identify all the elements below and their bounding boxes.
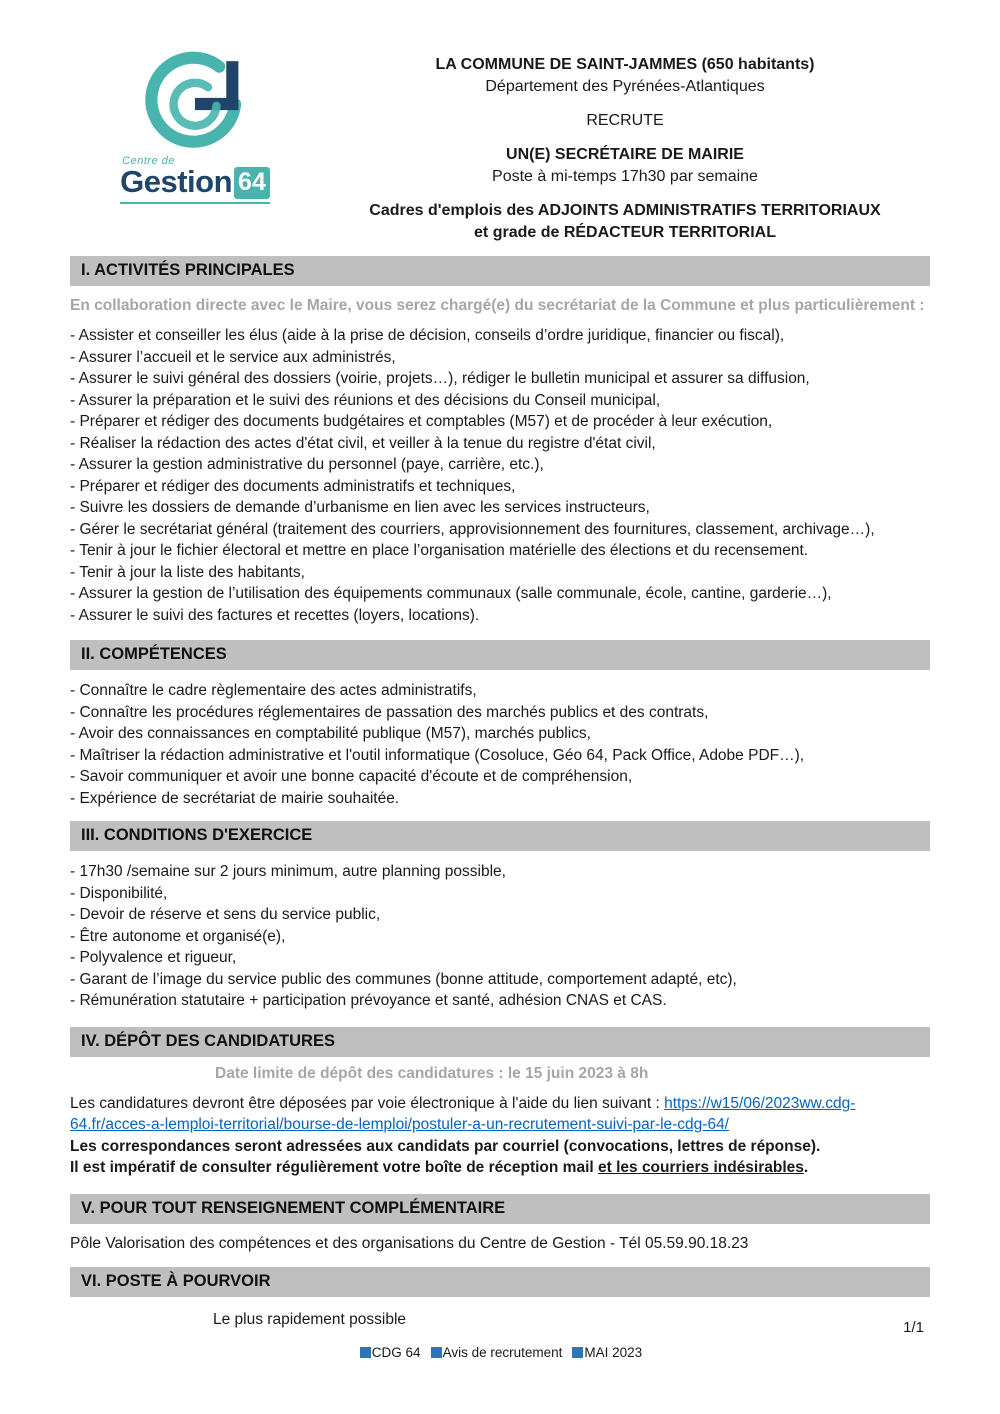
footer-square-icon [360,1347,371,1358]
cdg64-logo-wordmark [120,155,270,204]
poste-title: UN(E) SECRÉTAIRE DE MAIRIE [506,146,744,163]
list-item: - Expérience de secrétariat de mairie souhaitée. [70,789,400,807]
mail-warning-period: . [803,1159,809,1176]
section-title-poste-a-pourvoir: VI. POSTE À POURVOIR [70,1267,930,1297]
logo-centre-de-text: Centre de [122,155,175,167]
competences-list [70,680,930,809]
list-item: - Avoir des connaissances en comptabilité publique (M57), marchés publics, [70,725,591,742]
section-title-conditions: III. CONDITIONS D'EXERCICE [70,821,930,851]
mail-warning-underlined: et les courriers indésirables [598,1159,804,1176]
list-item: - Assister et conseiller les élus (aide à la prise de décision, conseils d’ordre juridique, financier ou fiscal), [70,327,785,344]
departement-subtitle: Département des Pyrénées-Atlantiques [485,78,765,95]
recrute-label: RECRUTE [586,112,664,129]
activites-intro: En collaboration directe avec le Maire, vous serez chargé(e) du secrétariat de la Commune et plus particulièrement : [70,297,925,314]
mail-warning-text: Il est impératif de consulter régulièrement votre boîte de réception mail [70,1159,598,1176]
logo-64-badge: 64 [234,167,270,199]
list-item: - Rémunération statutaire + participation prévoyance et santé, adhésion CNAS et CAS. [70,992,667,1009]
section-title-competences: II. COMPÉTENCES [70,640,930,670]
commune-title: LA COMMUNE DE SAINT-JAMMES (650 habitants) [435,56,815,73]
cdg64-logo-g-icon [139,48,251,160]
footer-avis: Avis de recrutement [442,1345,563,1360]
list-item: - Connaître le cadre règlementaire des actes administratifs, [70,682,477,699]
cadre-emplois-line2: et grade de RÉDACTEUR TERRITORIAL [474,224,776,241]
list-item: - Assurer le suivi des factures et recettes (loyers, locations). [70,606,480,624]
list-item: - Suivre les dossiers de demande d’urbanisme en lien avec les services instructeurs, [70,499,650,516]
list-item: - Réaliser la rédaction des actes d'état civil, et veiller à la tenue du registre d'état civil, [70,434,656,452]
list-item: - Assurer la gestion de l’utilisation des équipements communaux (salle communale, école, cantine, garderie…), [70,585,832,602]
list-item: - Garant de l’image du service public des communes (bonne attitude, comportement adapté, etc), [70,970,737,988]
candidatures-paragraph [70,1093,930,1136]
renseignement-text: Pôle Valorisation des compétences et des organisations du Centre de Gestion - Tél 05.59.90.18.23 [70,1234,749,1252]
list-item: - Être autonome et organisé(e), [70,927,286,945]
list-item: - Tenir à jour le fichier électoral et mettre en place l’organisation matérielle des élections et du recensement. [70,542,809,559]
document-footer [0,1345,1000,1360]
list-item: - Savoir communiquer et avoir une bonne capacité d'écoute et de compréhension, [70,768,633,785]
candidatures-intro-text: Les candidatures devront être déposées par voie électronique à l'aide du lien suivant : [70,1094,665,1112]
cadre-emplois-line1: Cadres d'emplois des ADJOINTS ADMINISTRATIFS TERRITORIAUX [369,202,881,219]
list-item: - Maîtriser la rédaction administrative et l'outil informatique (Cosoluce, Géo 64, Pack Office, Adobe PDF…), [70,746,805,764]
cdg64-logo [70,42,320,204]
list-item: - Préparer et rédiger des documents budgétaires et comptables (M57) et de procéder à leur exécution, [70,413,773,430]
footer-date: MAI 2023 [584,1345,643,1360]
footer-square-icon [431,1347,442,1358]
section-title-renseignement: V. POUR TOUT RENSEIGNEMENT COMPLÉMENTAIRE [70,1194,930,1224]
correspondances-note: Les correspondances seront adressées aux candidats par courriel (convocations, lettres de réponse). [70,1137,821,1155]
list-item: - Gérer le secrétariat général (traitement des courriers, approvisionnement des fournitures, classement, archivage…), [70,520,875,538]
candidature-link[interactable]: https://w15/06/2023ww.cdg-64.fr/acces-a-lemploi-territorial/bourse-de-lemploi/postuler-a-un-recrutement-suivi-par-le-cdg-64/ [70,1094,856,1133]
list-item: - Assurer la préparation et le suivi des réunions et des décisions du Conseil municipal, [70,391,661,409]
footer-cdg64: CDG 64 [371,1345,421,1360]
list-item: - Préparer et rédiger des documents administratifs et techniques, [70,477,516,495]
list-item: - Assurer la gestion administrative du personnel (paye, carrière, etc.), [70,456,544,473]
list-item: - Assurer l’accueil et le service aux administrés, [70,348,396,366]
list-item: - Polyvalence et rigueur, [70,949,237,966]
list-item: - 17h30 /semaine sur 2 jours minimum, autre planning possible, [70,863,506,880]
footer-square-icon [572,1347,583,1358]
list-item: - Tenir à jour la liste des habitants, [70,563,305,581]
list-item: - Devoir de réserve et sens du service public, [70,906,381,923]
list-item: - Assurer le suivi général des dossiers (voirie, projets…), rédiger le bulletin municipal et assurer sa diffusion, [70,370,810,387]
document-header [70,42,930,244]
logo-gestion-text: Gestion [120,164,233,199]
section-title-candidatures: IV. DÉPÔT DES CANDIDATURES [70,1027,930,1057]
page-number: 1/1 [903,1319,924,1336]
poste-temps: Poste à mi-temps 17h30 par semaine [492,168,758,185]
section-title-activites: I. ACTIVITÉS PRINCIPALES [70,256,930,286]
activites-list [70,325,930,626]
list-item: - Disponibilité, [70,884,168,902]
conditions-list [70,861,930,1012]
list-item: - Connaître les procédures réglementaires de passation des marchés publics et des contrats, [70,703,709,721]
date-limite-line: Date limite de dépôt des candidatures : le 15 juin 2023 à 8h [215,1064,649,1082]
mail-warning [70,1157,930,1179]
poste-a-pourvoir-text: Le plus rapidement possible [213,1311,407,1328]
header-title-block [320,42,930,244]
